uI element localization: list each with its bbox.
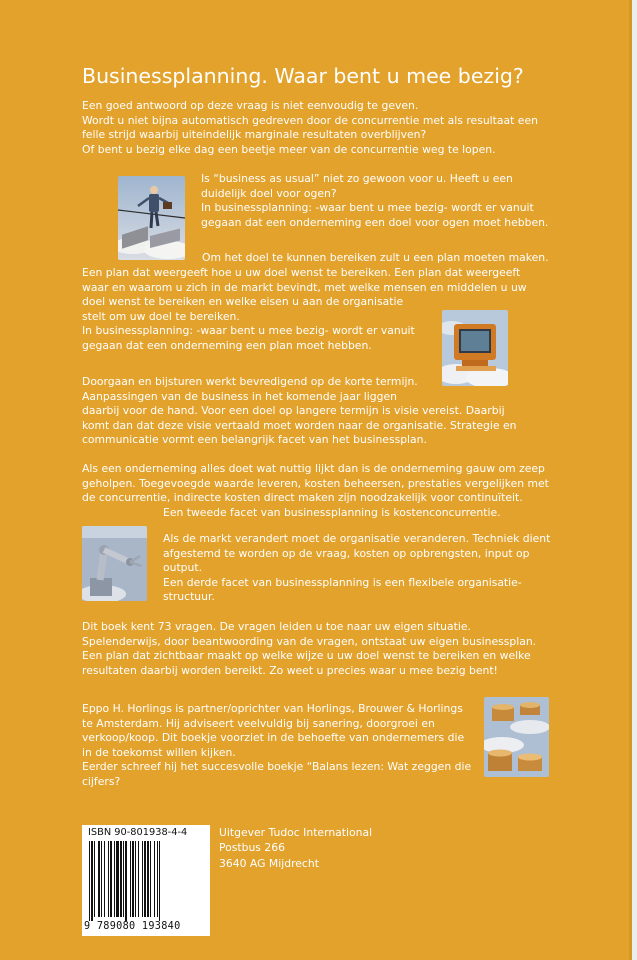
paragraph-business-as-usual: Is “business as usual” niet zo gewoon voor u. Heeft u een duidelijk doel voor ogen? In businessplanning: -waar bent u mee bezig- wordt er vanuit gegaan dat een onderneming een doel voor ogen moet hebben. bbox=[201, 172, 549, 229]
paragraph-plan: Een plan dat weergeeft hoe u uw doel wenst te bereiken. Een plan dat weergeeft waar en waarom u zich in de markt bevindt, met welke mensen en middelen u uw doel wenst te bereiken en welke eisen u aan de organisatie stelt om uw doel te bereiken. In businessplanning: -waar bent u mee bezig- wordt er vanuit gegaan dat een onderneming een plan moet hebben. bbox=[82, 266, 527, 352]
publisher-name: Uitgever Tudoc International bbox=[219, 826, 373, 839]
publisher-city: 3640 AG Mijdrecht bbox=[219, 856, 319, 870]
isbn-barcode bbox=[82, 825, 210, 936]
paragraph-73-vragen: Dit boek kent 73 vragen. De vragen leiden u toe naar uw eigen situatie. Spelenderwijs, door beantwoording van de vragen, ontstaat uw eigen businessplan. Een plan dat zichtbaar maakt op welke wijze u uw doel wenst te bereiken en welke resultaten daarbij worden bereikt. Zo weet u precies waar u mee bezig bent! bbox=[82, 620, 537, 677]
paragraph-markt-verandert: Als de markt verandert moet de organisatie veranderen. Techniek dient afgestemd te worden op de vraag, kosten op opbrengsten, input op output. Een derde facet van businessplanning is een flexibele organisatie- structuur. bbox=[163, 532, 551, 604]
publisher-postbus: Postbus 266 bbox=[219, 841, 285, 855]
paragraph-author: Eppo H. Horlings is partner/oprichter van Horlings, Brouwer & Horlings te Amsterdam. Hij adviseert veelvuldig bij sanering, doorgroei en verkoop/koop. Dit boekje voorziet in de behoefte van ondernemers die in de toekomst willen kijken. Eerder schreef hij het succesvolle boekje “Balans lezen: Wat zeggen die cijfers? bbox=[82, 702, 472, 788]
paragraph-plan-intro: Om het doel te kunnen bereiken zult u een plan moeten maken. bbox=[202, 251, 549, 264]
businessman-tightrope-illustration bbox=[118, 176, 185, 260]
robot-arm-illustration bbox=[82, 526, 147, 601]
paragraph-bijsturen: Doorgaan en bijsturen werkt bevredigend op de korte termijn. Aanpassingen van de business in het komende jaar liggen daarbij voor de hand. Voor een doel op langere termijn is visie vereist. Daarbij komt dan dat deze visie vertaald moet worden naar de organisatie. Strategie en communicatie vormt een belangrijk facet van het businessplan. bbox=[82, 375, 517, 447]
coin-stacks-illustration bbox=[484, 697, 549, 777]
barcode-graphic bbox=[89, 841, 203, 921]
paragraph-kosten: Als een onderneming alles doet wat nuttig lijkt dan is de onderneming gauw om zeep geholpen. Toegevoegde waarde leveren, kosten beheersen, prestaties vergelijken met de concurrentie, indirecte kosten direct maken zijn noodzakelijk voor continuïteit. bbox=[82, 462, 549, 505]
publisher-address bbox=[219, 825, 372, 871]
paragraph-intro: Een goed antwoord op deze vraag is niet eenvoudig te geven. Wordt u niet bijna automatisch gedreven door de concurrentie met als resultaat een felle strijd waarbij uiteindelijk marginale resultaten overblijven? Of bent u bezig elke dag een beetje meer van de concurrentie weg te lopen. bbox=[82, 99, 538, 156]
isbn-label: ISBN 90-801938-4-4 bbox=[88, 827, 188, 838]
isbn-digits: 9 789080 193840 bbox=[84, 921, 181, 932]
paragraph-tweede-facet: Een tweede facet van businessplanning is kostenconcurrentie. bbox=[163, 506, 501, 519]
book-spine-edge bbox=[632, 0, 637, 960]
cover-title: Businessplanning. Waar bent u mee bezig? bbox=[82, 64, 524, 88]
